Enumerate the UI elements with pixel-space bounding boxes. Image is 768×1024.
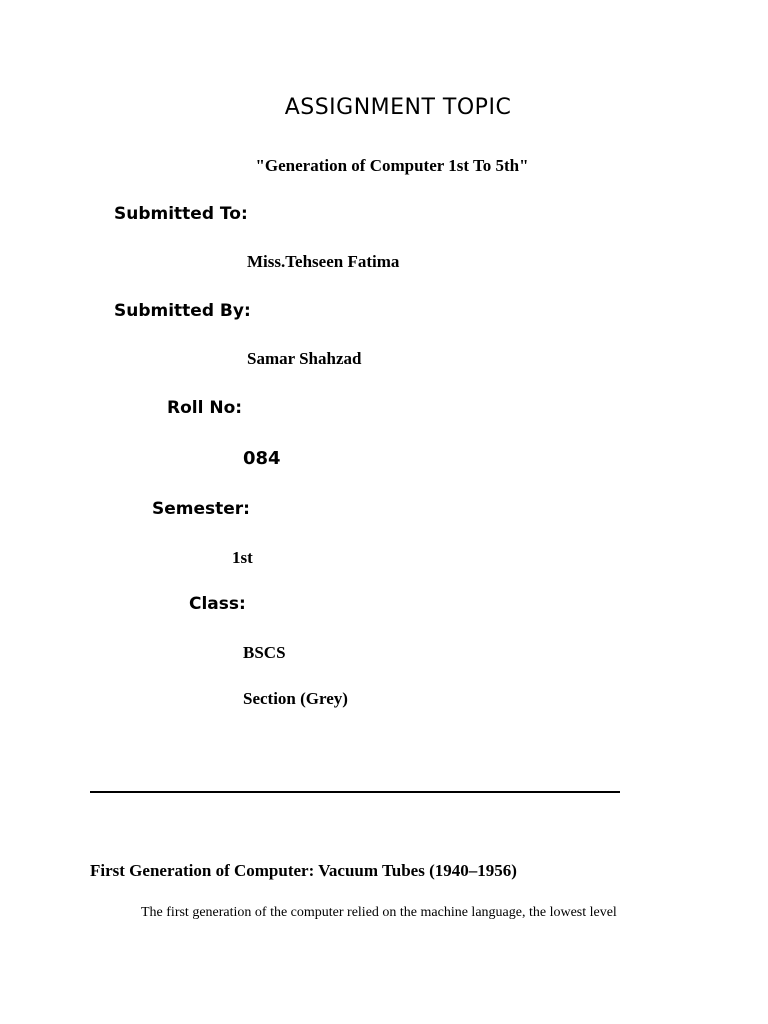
- class-value: BSCS: [243, 643, 286, 662]
- assignment-topic: "Generation of Computer 1st To 5th": [255, 156, 529, 175]
- class-label: Class:: [189, 594, 246, 614]
- submitted-to-value: Miss.Tehseen Fatima: [247, 252, 400, 271]
- submitted-to-label: Submitted To:: [114, 204, 248, 224]
- semester-value: 1st: [232, 548, 253, 567]
- roll-no-label: Roll No:: [167, 398, 243, 418]
- roll-no-value: 084: [243, 448, 281, 469]
- submitted-by-value: Samar Shahzad: [247, 349, 362, 368]
- body-paragraph: The first generation of the computer relied on the machine language, the lowest level: [141, 905, 617, 920]
- semester-label: Semester:: [152, 499, 250, 519]
- assignment-title: ASSIGNMENT TOPIC: [284, 95, 512, 120]
- section-heading: First Generation of Computer: Vacuum Tubes (1940–1956): [90, 861, 517, 880]
- section-value: Section (Grey): [243, 689, 348, 708]
- horizontal-divider: [90, 791, 620, 793]
- submitted-by-label: Submitted By:: [114, 301, 251, 321]
